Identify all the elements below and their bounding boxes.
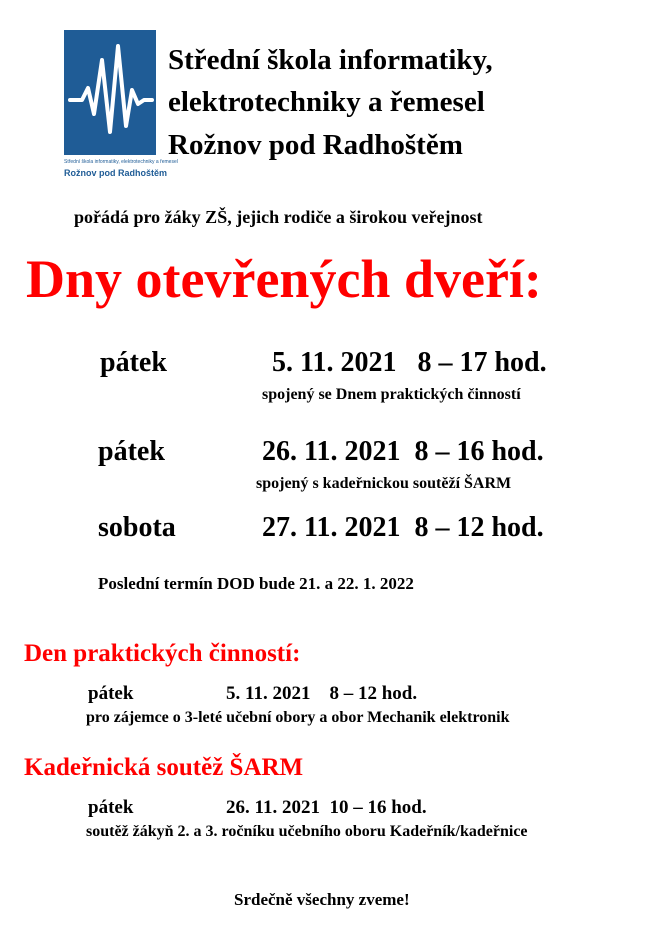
schedule-note-1: spojený se Dnem praktických činností [262,386,521,403]
school-name-line3: Rožnov pod Radhoštěm [168,129,463,161]
school-name-line1: Střední škola informatiky, [168,44,493,76]
section-date-sarm: 26. 11. 2021 10 – 16 hod. [226,797,427,818]
last-term-note: Poslední termín DOD bude 21. a 22. 1. 2022 [98,574,414,593]
schedule-date-1: 5. 11. 2021 8 – 17 hod. [272,347,547,378]
logo-city: Rožnov pod Radhoštěm [64,168,167,178]
closing-invitation: Srdečně všechny zveme! [234,890,410,909]
section-title-practical: Den praktických činností: [24,640,301,667]
section-day-sarm: pátek [88,797,134,818]
section-date-practical: 5. 11. 2021 8 – 12 hod. [226,683,418,704]
school-logo [64,30,178,182]
headline: Dny otevřených dveří: [26,249,542,309]
subtitle: pořádá pro žáky ZŠ, jejich rodiče a širokou veřejnost [74,207,483,227]
schedule-day-3: sobota [98,512,176,543]
schedule-day-2: pátek [98,436,165,467]
section-title-sarm: Kadeřnická soutěž ŠARM [24,754,304,781]
logo-school-name: Střední škola informatiky, elektrotechniky a řemesel [64,159,178,165]
logo-pulse-icon [64,30,156,155]
schedule-date-3: 27. 11. 2021 8 – 12 hod. [262,512,544,543]
section-note-practical: pro zájemce o 3-leté učební obory a obor Mechanik elektronik [86,709,510,726]
section-day-practical: pátek [88,683,134,704]
schedule-date-2: 26. 11. 2021 8 – 16 hod. [262,436,544,467]
schedule-day-1: pátek [100,347,167,378]
schedule-note-2: spojený s kadeřnickou soutěží ŠARM [256,475,512,492]
section-note-sarm: soutěž žákyň 2. a 3. ročníku učebního oboru Kadeřník/kadeřnice [86,823,528,840]
school-name-line2: elektrotechniky a řemesel [168,86,485,118]
